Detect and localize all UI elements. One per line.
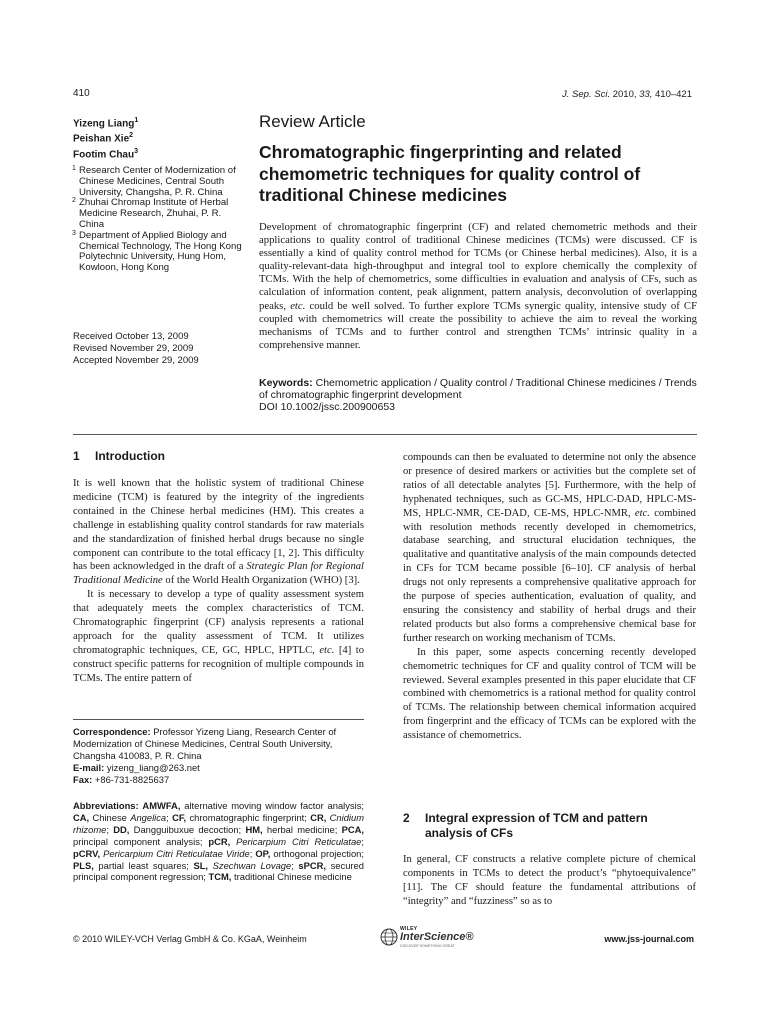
email-label: E-mail: <box>73 761 105 773</box>
logo-wiley-text: WILEY <box>400 926 418 932</box>
abbreviation-definition-italic: Pericarpium Citri Reticulatae Viride <box>103 847 250 859</box>
affiliation-sup: 1 <box>72 165 76 172</box>
abbreviation-item <box>203 836 365 847</box>
author-name: Peishan Xie <box>73 133 130 145</box>
section-title: analysis of CFs <box>425 826 514 840</box>
italic-text: etc. <box>319 644 335 656</box>
journal-year: 2010, <box>612 89 637 100</box>
abbreviation-item <box>249 847 365 859</box>
correspondence <box>73 726 364 786</box>
abstract-etc: etc. <box>290 299 306 312</box>
affiliation-text: Department of Applied Biology and Chemical Technology, The Hong Kong Polytechnic University, Hung Hom, Kowloon, Hong Kong <box>79 229 242 274</box>
header-divider <box>73 434 697 435</box>
abbreviation-definition: alternative moving window factor analysis; <box>184 800 364 811</box>
paragraph-text: combined with resolution methods recently developed in chemometrics, database searching, and structural elucidation techniques, the qualitative and quantitative analysis of the main compounds detected in CFs for TCM became possible [6–10]. CF analysis of herbal drugs not only represents a comprehensive qualitative approach for the purpose of species authentication, evaluation of quality, and ensuring the consistency and stability of herbal drugs and their related products but also forms a comprehensive chemical base for further research on working mechanism of TCMs. <box>403 507 696 644</box>
abbreviation-item <box>73 848 252 859</box>
paragraph <box>73 477 364 588</box>
affiliation <box>73 198 243 230</box>
accepted-date: Accepted November 29, 2009 <box>73 355 199 366</box>
abbreviation-term: DD, <box>113 823 130 835</box>
abbreviations-label: Abbreviations: <box>73 800 139 811</box>
abbreviation-term: CR, <box>310 811 327 823</box>
paragraph-text: It is necessary to develop a type of quality assessment system that adequately meets the complex characteristics of TCM. Chromatographic fingerprint (CF) analysis represents a rational approach for the quality assessment of TCM. It utilizes chromatographic techniques, CE, GC, HPLC, HPTLC, <box>73 589 364 656</box>
author <box>73 115 243 130</box>
abbreviation-definition: traditional Chinese medicine <box>234 871 352 883</box>
paragraph <box>403 451 696 646</box>
globe-icon <box>380 928 398 946</box>
affiliation-list <box>73 166 243 274</box>
section-title: Introduction <box>95 449 165 463</box>
abbreviation-term: SL, <box>193 859 209 871</box>
abstract-text: Development of chromatographic fingerprint (CF) and related chemometric methods and their applications to quality control of traditional Chinese medicines (TCMs) were discussed. CF is essentially a kind of quality control method for TCMs (or Chinese herbal medicines). Also, it is a quality-relevant-data high-throughput and integral tool to explore chemically the complexity of TCMs. With the help of chemometrics, some difficulties in evaluation and analysis of CFs, such as calculation of information content, peak alignment, pattern analysis, deconvolution of overlapping peaks, <box>259 221 697 312</box>
author-name: Yizeng Liang <box>73 118 135 130</box>
paragraph-text: compounds can then be evaluated to determine not only the absence or presence of desired markers or activities but the complete set of ratios of all detectable analytes [5]. Furthermore, with the help of hyphenated techniques, such as GC-MS, HPLC-DAD, HPLC-MS-MS, HPLC-NMR, CE-DAD, CE-MS, HPLC-NMR, <box>403 452 696 519</box>
abbreviation-item <box>169 812 307 823</box>
abstract <box>259 221 697 352</box>
page-number: 410 <box>73 88 90 99</box>
received-date: Received October 13, 2009 <box>73 331 189 342</box>
paragraph-text: [4] to construct specific patterns for recognition of multiple compounds in TCMs. The entire pattern of <box>73 644 364 684</box>
affiliation-text: Zhuhai Chromap Institute of Herbal Medicine Research, Zhuhai, P. R. China <box>79 197 229 230</box>
abbreviation-definition: orthogonal projection; <box>273 847 365 859</box>
abbreviation-item <box>206 871 352 882</box>
footnote-divider <box>73 719 364 720</box>
article-title: Chromatographic fingerprinting and related chemometric techniques for quality control of traditional Chinese medicines <box>259 142 641 205</box>
paragraph: In general, CF constructs a relative complete picture of chemical components in TCMs to detect the product’s “phytoequivalence” [11]. The CF should feature the fundamental attributions of “integrity” and “fuzziness” so as to <box>403 854 696 907</box>
abbreviation-punct: ; <box>361 835 364 847</box>
abbreviation-term: CF, <box>172 811 187 823</box>
author-name: Footim Chau <box>73 148 135 160</box>
journal-reference <box>562 89 692 100</box>
abbreviation-term: PLS, <box>73 859 94 871</box>
abbreviation-term: AMWFA, <box>142 800 181 811</box>
copyright: © 2010 WILEY-VCH Verlag GmbH & Co. KGaA, Weinheim <box>73 934 307 944</box>
affiliation <box>73 166 243 198</box>
abbreviations <box>73 800 364 883</box>
fax-number: +86-731-8825637 <box>94 773 170 785</box>
correspondence-label: Correspondence: <box>73 726 151 737</box>
journal-pages: 410–421 <box>655 89 692 100</box>
italic-text: etc. <box>634 507 650 519</box>
author-sup: 2 <box>129 132 134 140</box>
abbreviation-definition: partial least squares; <box>98 859 189 871</box>
fax-label: Fax: <box>73 773 93 785</box>
keywords-label: Keywords: <box>259 377 313 389</box>
author-list <box>73 115 243 161</box>
affiliation-sup: 2 <box>72 197 76 205</box>
abbreviation-definition-italic: Pericarpium Citri Reticulatae <box>236 835 362 847</box>
abbreviation-term: OP, <box>255 847 271 859</box>
keywords-block <box>259 377 697 413</box>
author-sup: 1 <box>134 117 139 124</box>
abbreviation-punct: ; <box>166 811 169 823</box>
abbreviation-term: CA, <box>73 811 90 823</box>
section-heading <box>403 811 696 841</box>
abbreviation-term: HM, <box>245 823 263 835</box>
paragraph: In this paper, some aspects concerning recently developed chemometric techniques for CF and quality control of TCM will be reviewed. Several examples presented in this paper elucidate that CF combined with chemometrics is a rational method for quality control of TCMs. The relationship between chemical information acquired from fingerprint and the efficacy of TCMs can be explored with the assistance of chemometrics. <box>403 646 696 742</box>
section-number: 2 <box>403 811 410 825</box>
affiliation <box>73 231 243 274</box>
abbreviation-list <box>73 800 364 882</box>
abbreviation-term: pCRV, <box>73 847 101 859</box>
abbreviation-term: PCA, <box>341 823 365 835</box>
abbreviation-term: TCM, <box>208 871 232 883</box>
logo-tagline: DISCOVER SOMETHING GREAT <box>400 944 455 948</box>
keywords-text: Chemometric application / Quality control / Traditional Chinese medicines / Trends of chromatographic fingerprint development <box>259 377 697 401</box>
section2-text <box>403 853 696 909</box>
abbreviation-definition: principal component analysis; <box>73 835 203 847</box>
abbreviation-definition: Chinese <box>92 811 127 823</box>
paragraph-text: It is well known that the holistic system of traditional Chinese medicine (TCM) is featured by the integrity of the ingredients contained in the Chinese herbal medicines (HM). This creates a challenge in establishing quality control standards for raw materials and the standardization of finished herbal drugs because no single component can contribute to the total efficacy [1, 2]. This difficulty has been acknowledged in the draft of a <box>73 478 364 573</box>
journal-website-link[interactable]: www.jss-journal.com <box>604 934 694 944</box>
interscience-logo[interactable] <box>380 926 480 948</box>
section-heading <box>73 449 165 463</box>
right-column-text <box>403 451 696 743</box>
author-sup: 3 <box>134 147 139 155</box>
abbreviation-item <box>73 812 169 823</box>
abbreviation-term: sPCR, <box>298 859 327 871</box>
affiliation-sup: 3 <box>72 229 76 237</box>
abbreviation-definition: secured principal component regression; <box>73 859 364 883</box>
abbreviation-item <box>142 800 364 811</box>
abbreviation-item <box>241 824 337 835</box>
email-link[interactable]: yizeng_liang@263.net <box>106 761 200 773</box>
abbreviation-definition-italic: Szechwan Lovage <box>212 859 292 871</box>
paragraph <box>73 588 364 685</box>
italic-text: Strategic Plan for Regional Traditional Medicine <box>73 561 364 587</box>
section-number: 1 <box>73 449 80 463</box>
paragraph-text: of the World Health Organization (WHO) [3]. <box>165 575 360 587</box>
correspondence-text: Professor Yizeng Liang, Research Center of Modernization of Chinese Medicines, Central South University, Changsha 410083, P. R. China <box>73 726 337 761</box>
abbreviation-punct: ; <box>291 859 294 871</box>
logo-main-text: InterScience® <box>400 931 474 943</box>
journal-name: J. Sep. Sci. <box>562 89 611 100</box>
affiliation-text: Research Center of Modernization of Chinese Medicines, Central South University, Changsha, P. R. China <box>79 165 236 198</box>
abbreviation-definition: chromatographic fingerprint; <box>189 811 307 823</box>
revised-date: Revised November 29, 2009 <box>73 343 194 354</box>
left-column-text <box>73 477 364 686</box>
section-title: Integral expression of TCM and pattern <box>425 811 648 825</box>
abbreviation-item <box>189 860 294 871</box>
abstract-text: could be well solved. To further explore TCMs synergic quality, intensive study of CF coupled with chemometrics will create the possibility to achieve the aim to reveal the working mechanisms of TCMs and to further control and strengthen TCMs’ intrinsic quality in a comprehensive manner. <box>259 299 698 351</box>
journal-volume: 33, <box>639 89 653 100</box>
abbreviation-item <box>73 860 189 871</box>
abbreviation-definition-italic: Cnidium rhizome <box>73 811 365 835</box>
abbreviation-definition-italic: Angelica <box>130 811 167 823</box>
doi[interactable]: DOI 10.1002/jssc.200900653 <box>259 401 396 413</box>
abbreviation-punct: ; <box>106 823 109 835</box>
article-dates <box>73 331 253 367</box>
abbreviation-definition: Dangguibuxue decoction; <box>133 823 242 835</box>
abbreviation-punct: ; <box>249 847 253 859</box>
abbreviation-term: pCR, <box>208 835 231 847</box>
article-type: Review Article <box>259 112 366 131</box>
author <box>73 146 243 161</box>
author <box>73 130 243 145</box>
abbreviation-item <box>109 824 241 835</box>
abbreviation-definition: herbal medicine; <box>266 823 338 835</box>
